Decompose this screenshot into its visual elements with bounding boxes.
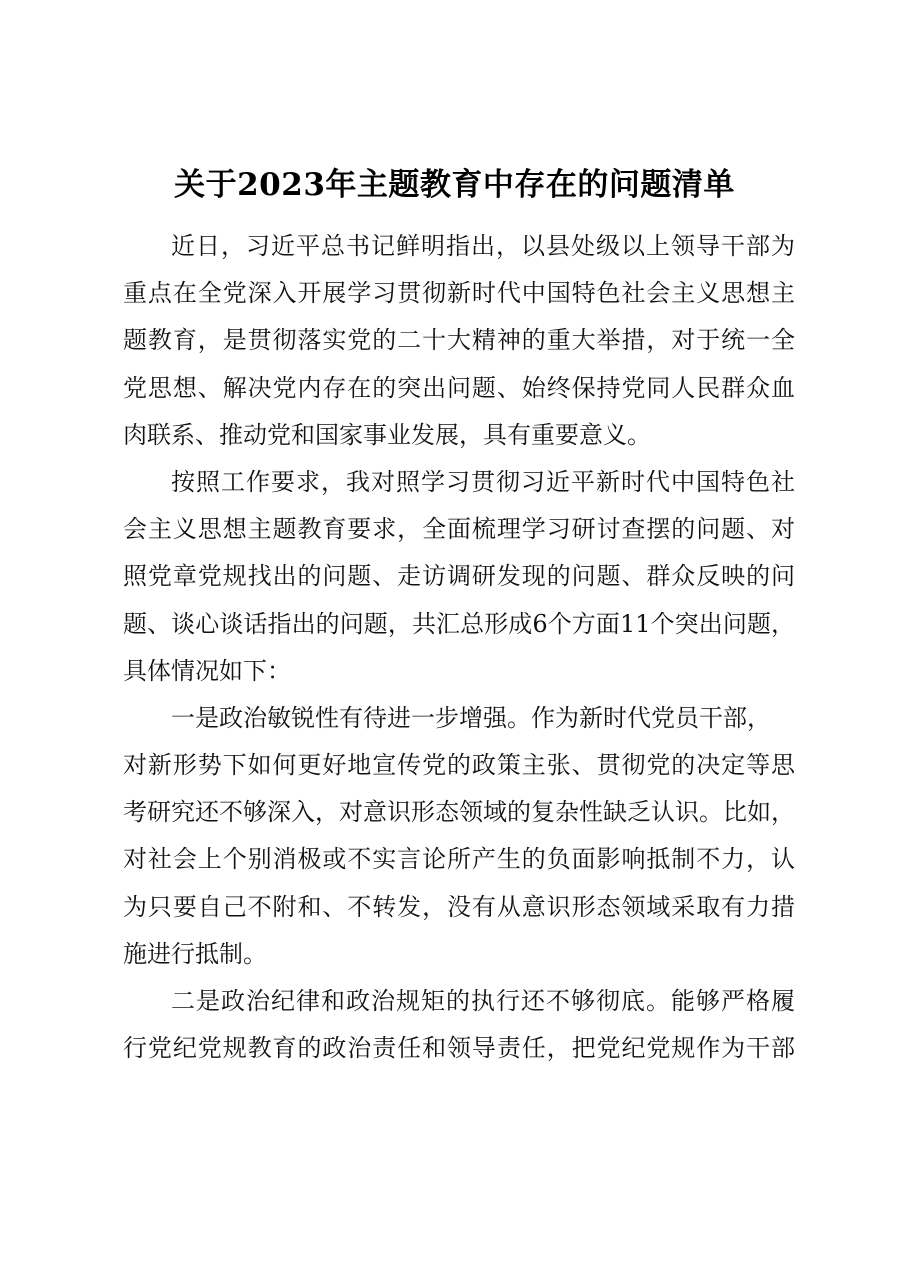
paragraph-line: 二是政治纪律和政治规矩的执行还不够彻底。能够严格履 [171,987,795,1015]
paragraph-line: 题、谈心谈话指出的问题，共汇总形成6个方面11个突出问题， [123,609,795,638]
paragraph-line: 一是政治敏锐性有待进一步增强。作为新时代党员干部， [171,703,771,732]
paragraph-line: 近日，习近平总书记鲜明指出，以县处级以上领导干部为 [171,232,795,260]
paragraph-issue-two [123,978,795,1072]
paragraph-line: 考研究还不够深入，对意识形态领域的复杂性缺乏认识。比如， [123,798,795,827]
paragraph-line: 为只要自己不附和、不转发，没有从意识形态领域采取有力措 [123,892,795,921]
paragraph-line: 肉联系、推动党和国家事业发展，具有重要意义。 [123,420,651,449]
paragraph-intro [123,223,795,459]
paragraph-issue-one [123,695,795,978]
paragraph-line: 对社会上个别消极或不实言论所产生的负面影响抵制不力，认 [123,845,795,874]
paragraph-line: 具体情况如下： [123,656,291,685]
paragraph-line: 重点在全党深入开展学习贯彻新时代中国特色社会主义思想主 [123,279,795,308]
paragraph-requirements [123,459,795,695]
paragraph-line: 会主义思想主题教育要求，全面梳理学习研讨查摆的问题、对 [123,515,795,544]
paragraph-line: 对新形势下如何更好地宣传党的政策主张、贯彻党的决定等思 [123,751,795,780]
document-body [123,223,795,1072]
document-title: 关于2023年主题教育中存在的问题清单 [174,167,735,203]
paragraph-line: 行党纪党规教育的政治责任和领导责任，把党纪党规作为干部 [123,1034,795,1063]
paragraph-line: 题教育，是贯彻落实党的二十大精神的重大举措，对于统一全 [123,326,795,355]
paragraph-line: 照党章党规找出的问题、走访调研发现的问题、群众反映的问 [123,562,795,591]
paragraph-line: 施进行抵制。 [123,939,267,968]
paragraph-line: 按照工作要求，我对照学习贯彻习近平新时代中国特色社 [171,467,795,496]
paragraph-line: 党思想、解决党内存在的突出问题、始终保持党同人民群众血 [123,373,795,402]
